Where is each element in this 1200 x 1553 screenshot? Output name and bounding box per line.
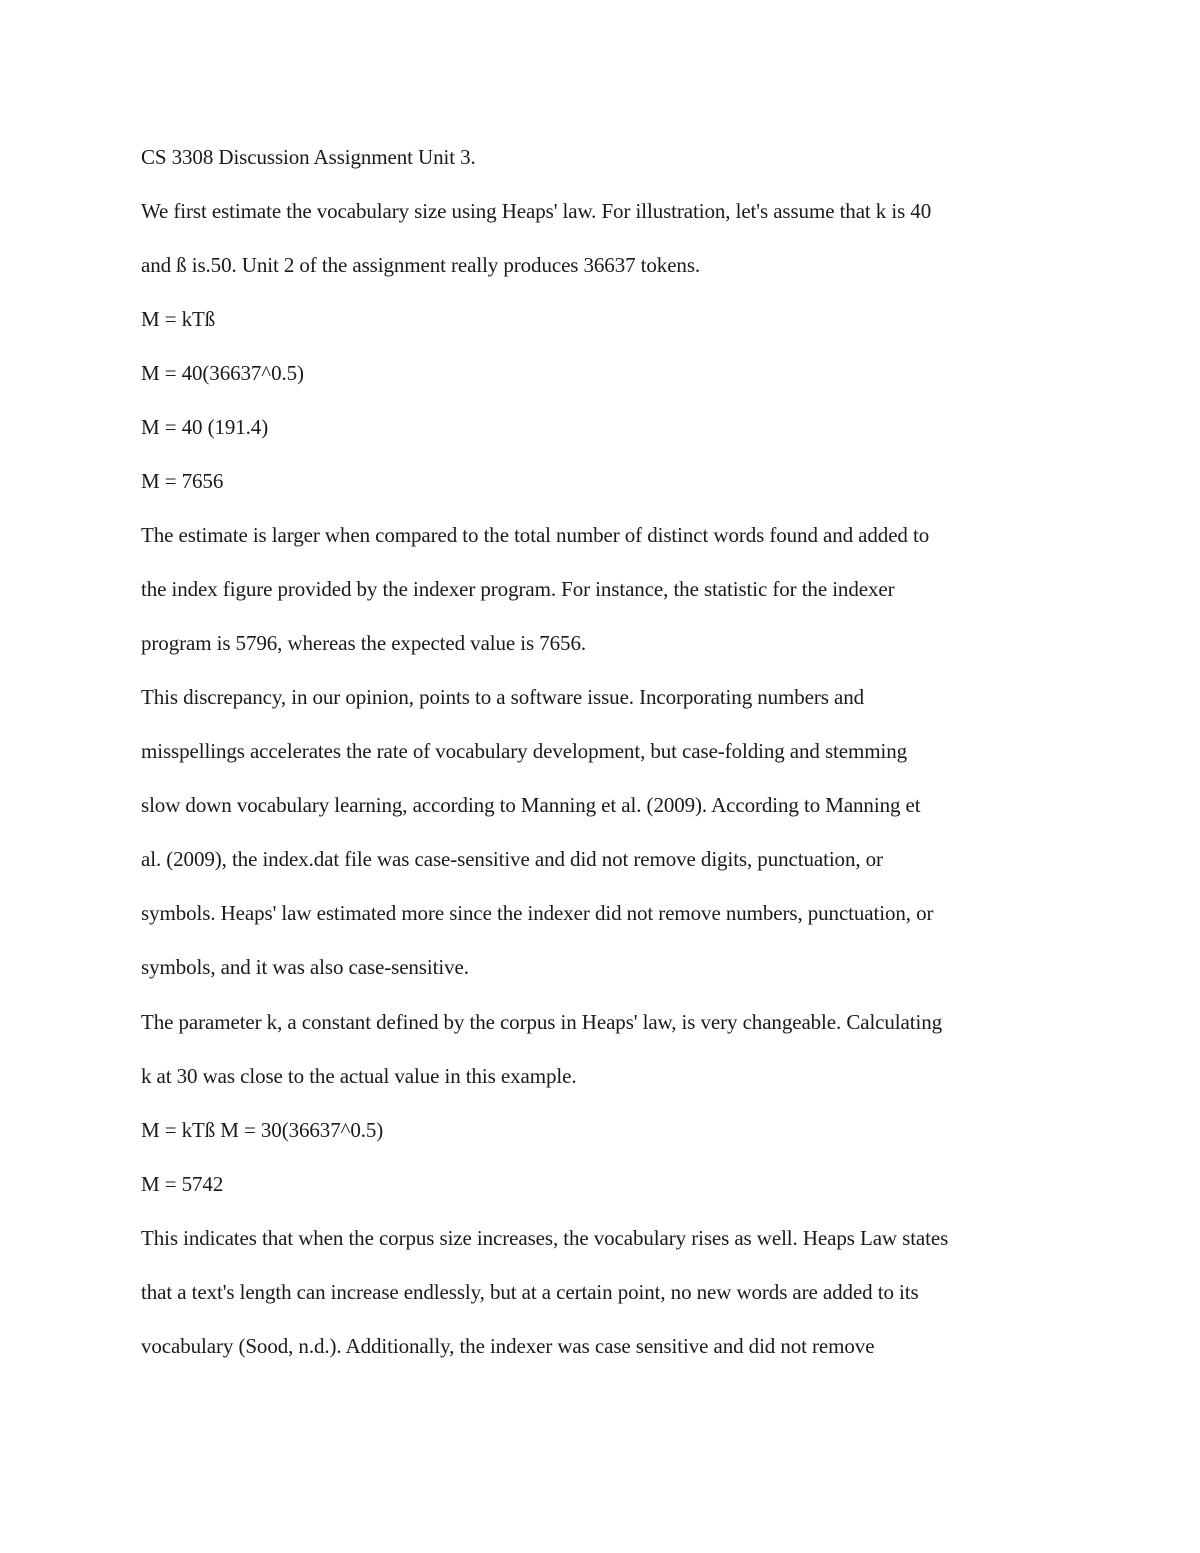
text-line: k at 30 was close to the actual value in this example. xyxy=(141,1064,577,1088)
formula-line: M = 5742 xyxy=(141,1172,224,1196)
text-line: symbols. Heaps' law estimated more since the indexer did not remove numbers, punctuation, or xyxy=(141,901,934,925)
document-title: CS 3308 Discussion Assignment Unit 3. xyxy=(141,145,476,169)
text-line: vocabulary (Sood, n.d.). Additionally, the indexer was case sensitive and did not remove xyxy=(141,1334,875,1358)
text-line: This discrepancy, in our opinion, points to a software issue. Incorporating numbers and xyxy=(141,685,865,709)
text-line: the index figure provided by the indexer program. For instance, the statistic for the indexer xyxy=(141,577,895,601)
formula-line: M = 7656 xyxy=(141,469,224,493)
text-line: and ß is.50. Unit 2 of the assignment really produces 36637 tokens. xyxy=(141,253,701,277)
text-line: The estimate is larger when compared to the total number of distinct words found and added to xyxy=(141,523,930,547)
text-line: program is 5796, whereas the expected value is 7656. xyxy=(141,631,586,655)
text-line: symbols, and it was also case-sensitive. xyxy=(141,955,469,979)
text-line: We first estimate the vocabulary size using Heaps' law. For illustration, let's assume that k is 40 xyxy=(141,199,932,223)
formula-line: M = kTß M = 30(36637^0.5) xyxy=(141,1118,384,1142)
formula-line: M = 40(36637^0.5) xyxy=(141,361,304,385)
text-line: al. (2009), the index.dat file was case-sensitive and did not remove digits, punctuation, or xyxy=(141,847,883,871)
text-line: slow down vocabulary learning, according to Manning et al. (2009). According to Manning et xyxy=(141,793,921,817)
text-line: This indicates that when the corpus size increases, the vocabulary rises as well. Heaps Law states xyxy=(141,1226,949,1250)
formula-line: M = kTß xyxy=(141,307,216,331)
formula-line: M = 40 (191.4) xyxy=(141,415,269,439)
text-line: misspellings accelerates the rate of vocabulary development, but case-folding and stemming xyxy=(141,739,907,763)
text-line: that a text's length can increase endlessly, but at a certain point, no new words are added to its xyxy=(141,1280,919,1304)
text-line: The parameter k, a constant defined by the corpus in Heaps' law, is very changeable. Calculating xyxy=(141,1010,943,1034)
